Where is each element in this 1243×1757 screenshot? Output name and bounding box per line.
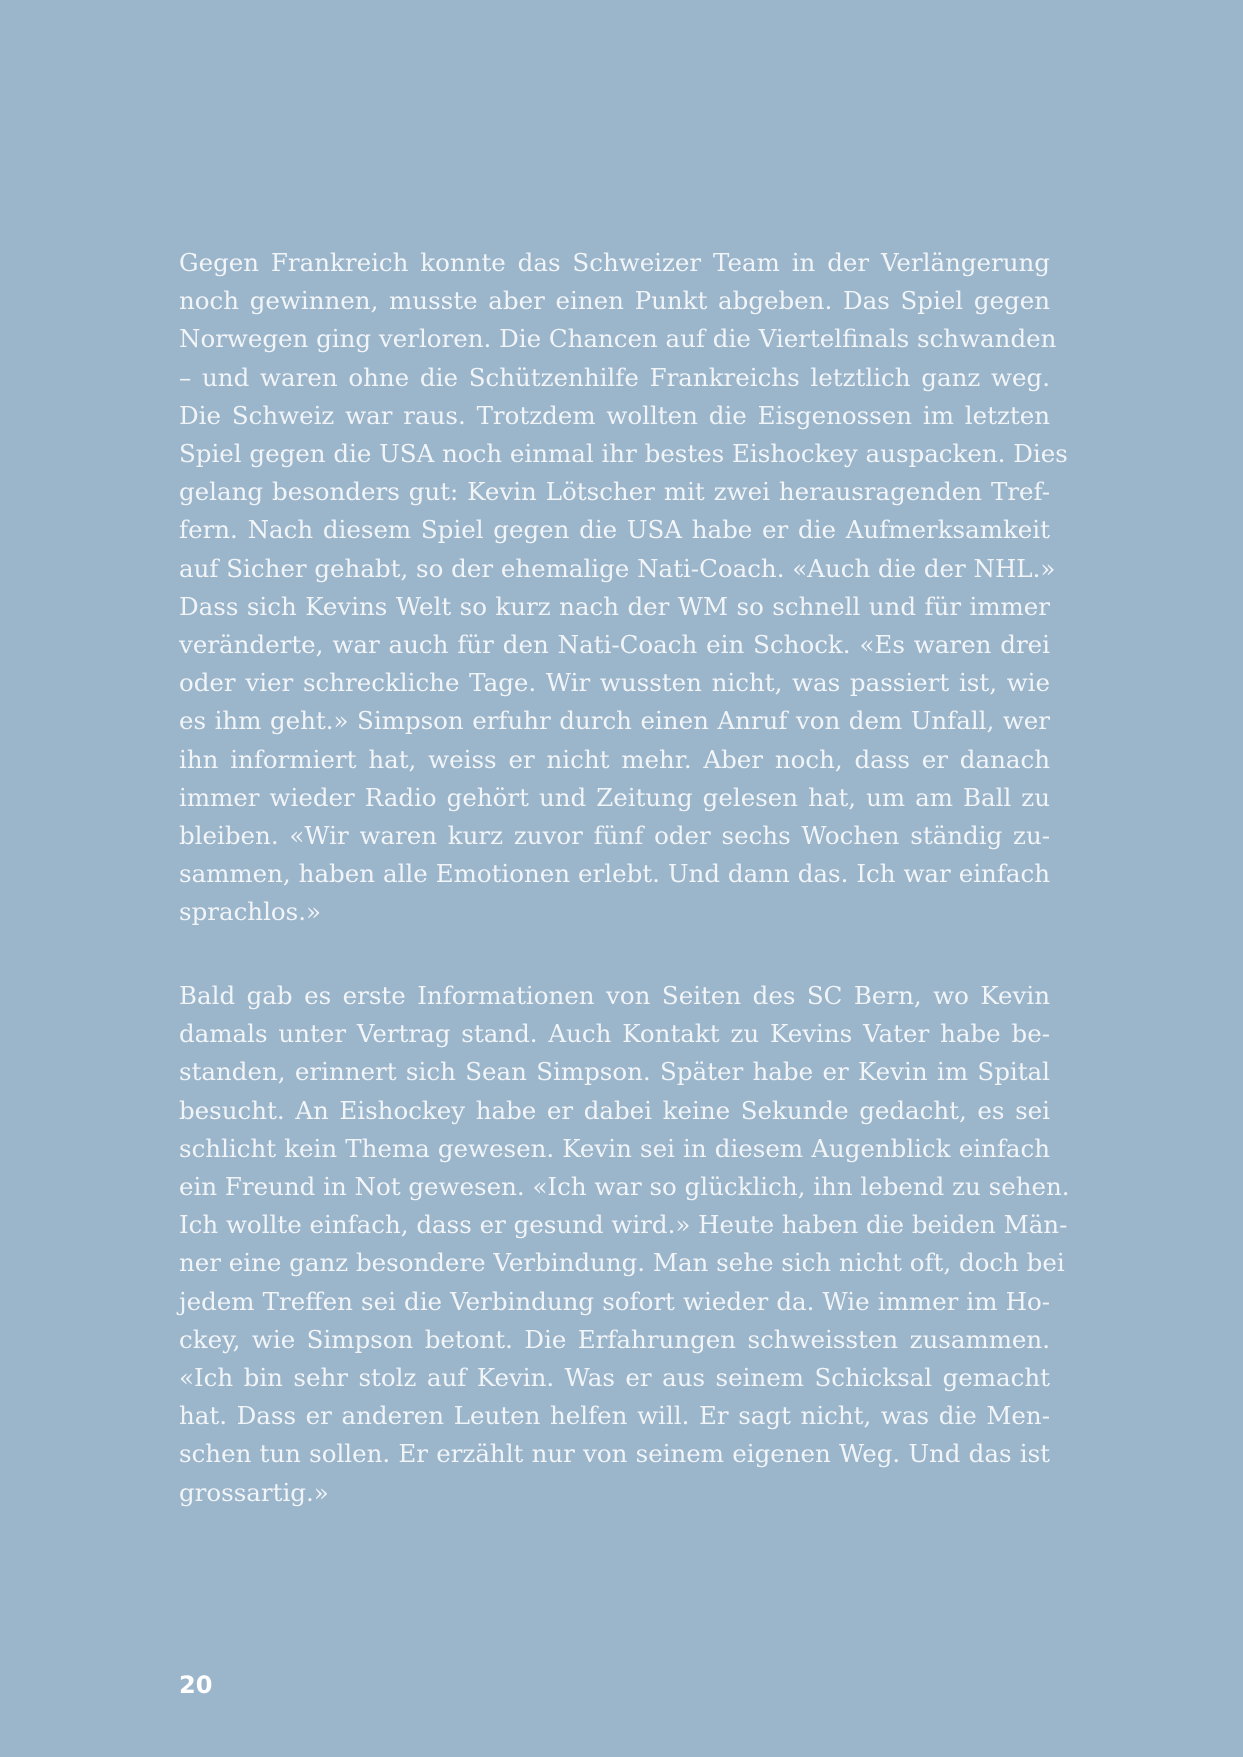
text-line: ckey, wie Simpson betont. Die Erfahrungen schweissten zusammen. (179, 1324, 1050, 1354)
page-number: 20 (179, 1671, 213, 1699)
text-line: Norwegen ging verloren. Die Chancen auf die Viertelfinals schwanden (179, 324, 1057, 354)
text-line: immer wieder Radio gehört und Zeitung gelesen hat, um am Ball zu (179, 782, 1050, 812)
text-line: standen, erinnert sich Sean Simpson. Später habe er Kevin im Spital (179, 1057, 1050, 1087)
text-line: es ihm geht.» Simpson erfuhr durch einen Anruf von dem Unfall, wer (179, 706, 1050, 736)
text-line: ein Freund in Not gewesen. «Ich war so glücklich, ihn lebend zu sehen. (179, 1172, 1070, 1202)
text-line: Ich wollte einfach, dass er gesund wird.» Heute haben die beiden Män- (179, 1210, 1068, 1240)
text-line: auf Sicher gehabt, so der ehemalige Nati-Coach. «Auch die der NHL.» (179, 553, 1056, 583)
text-line: veränderte, war auch für den Nati-Coach ein Schock. «Es waren drei (179, 630, 1050, 660)
text-line: «Ich bin sehr stolz auf Kevin. Was er aus seinem Schicksal gemacht (179, 1363, 1050, 1393)
text-line: ihn informiert hat, weiss er nicht mehr. Aber noch, dass er danach (179, 744, 1050, 774)
text-line: Die Schweiz war raus. Trotzdem wollten die Eisgenossen im letzten (179, 400, 1050, 430)
text-line: – und waren ohne die Schützenhilfe Frankreichs letztlich ganz weg. (179, 362, 1050, 392)
text-line: sammen, haben alle Emotionen erlebt. Und dann das. Ich war einfach (179, 859, 1050, 889)
text-line: bleiben. «Wir waren kurz zuvor fünf oder sechs Wochen ständig zu- (179, 821, 1050, 851)
text-line: besucht. An Eishockey habe er dabei keine Sekunde gedacht, es sei (179, 1095, 1050, 1125)
text-line: noch gewinnen, musste aber einen Punkt abgeben. Das Spiel gegen (179, 286, 1050, 316)
text-line: sprachlos.» (179, 897, 322, 927)
text-line: ner eine ganz besondere Verbindung. Man sehe sich nicht oft, doch bei (179, 1248, 1065, 1278)
text-line: oder vier schreckliche Tage. Wir wussten nicht, was passiert ist, wie (179, 668, 1050, 698)
text-line: Bald gab es erste Informationen von Seiten des SC Bern, wo Kevin (179, 981, 1050, 1010)
text-line: Dass sich Kevins Welt so kurz nach der WM so schnell und für immer (179, 591, 1050, 621)
text-line: gelang besonders gut: Kevin Lötscher mit zwei herausragenden Tref- (179, 477, 1050, 507)
text-line: grossartig.» (179, 1477, 329, 1507)
text-line: schen tun sollen. Er erzählt nur von seinem eigenen Weg. Und das ist (179, 1439, 1050, 1469)
text-line: damals unter Vertrag stand. Auch Kontakt zu Kevins Vater habe be- (179, 1019, 1050, 1049)
body-paragraph (179, 244, 1068, 932)
text-line: Spiel gegen die USA noch einmal ihr bestes Eishockey auspacken. Dies (179, 439, 1068, 469)
text-line: Gegen Frankreich konnte das Schweizer Team in der Verlängerung (179, 248, 1050, 277)
text-line: jedem Treffen sei die Verbindung sofort wieder da. Wie immer im Ho- (179, 1286, 1050, 1316)
text-line: hat. Dass er anderen Leuten helfen will. Er sagt nicht, was die Men- (179, 1401, 1050, 1431)
text-line: schlicht kein Thema gewesen. Kevin sei in diesem Augenblick einfach (179, 1133, 1050, 1163)
body-paragraph (179, 977, 1070, 1512)
text-line: fern. Nach diesem Spiel gegen die USA habe er die Aufmerksamkeit (179, 515, 1050, 545)
